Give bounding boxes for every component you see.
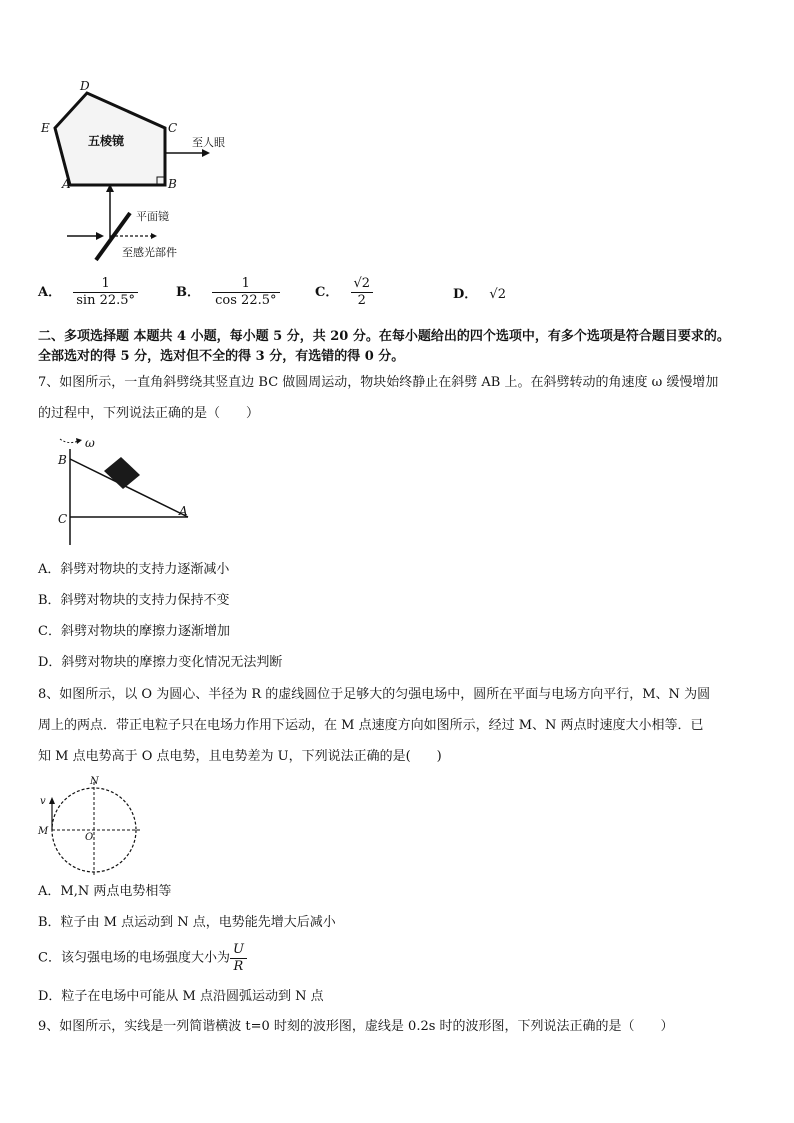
q6-option-d: D． √2: [453, 287, 506, 302]
label-E: E: [41, 121, 50, 135]
label-O: O: [85, 832, 94, 843]
q8-option-d: D．粒子在电场中可能从 M 点沿圆弧运动到 N 点: [38, 989, 324, 1004]
label-D: D: [80, 79, 90, 93]
q7-option-d: D．斜劈对物块的摩擦力变化情况无法判断: [38, 655, 283, 670]
pentaprism-diagram: [30, 78, 250, 278]
label-N: N: [90, 776, 99, 787]
label-M: M: [38, 826, 49, 837]
label-omega: ω: [85, 436, 95, 450]
q9-stem-line1: 9、如图所示，实线是一列简谐横波 t=0 时刻的波形图，虚线是 0.2s 时的波形图，下列说法正确的是（ ）: [38, 1019, 674, 1034]
q7-stem-line2: 的过程中，下列说法正确的是（ ）: [38, 406, 260, 421]
q8-stem-line2: 周上的两点．带正电粒子只在电场力作用下运动，在 M 点速度方向如图所示，经过 M、N 两点时速度大小相等．已: [38, 718, 704, 733]
q8-option-a: A．M,N 两点电势相等: [38, 884, 172, 899]
label-A: A: [62, 177, 71, 191]
label-v: v: [40, 796, 46, 807]
label-B: B: [168, 177, 177, 191]
wedge-diagram: [52, 435, 202, 545]
q7-option-c: C．斜劈对物块的摩擦力逐渐增加: [38, 624, 230, 639]
q6-option-c: C． $\frac{√2}{2}$: [315, 276, 373, 309]
section2-line2: 全部选对的得 5 分，选对但不全的得 3 分，有选错的得 0 分。: [38, 349, 405, 364]
label-B: B: [58, 453, 67, 467]
q6-option-b: B． $\frac{1}{\cos 22.5^\circ}$: [176, 276, 280, 309]
section2-line1: 二、多项选择题 本题共 4 小题，每小题 5 分，共 20 分。在每小题给出的四个选项中，有多个选项是符合题目要求的。: [38, 329, 730, 344]
label-C: C: [58, 512, 68, 526]
prism-title: 五棱镜: [88, 134, 125, 148]
q6-option-a: A． $\frac{1}{\sin 22.5^\circ}$: [38, 276, 138, 309]
label-C: C: [168, 121, 178, 135]
to-eye-label: 至人眼: [192, 136, 225, 149]
q7-option-a: A．斜劈对物块的支持力逐渐减小: [38, 562, 230, 577]
q8-stem-line1: 8、如图所示，以 O 为圆心、半径为 R 的虚线圆位于足够大的匀强电场中，圆所在平面与电场方向平行，M、N 为圆: [38, 687, 711, 702]
q8-stem-line3: 知 M 点电势高于 O 点电势，且电势差为 U，下列说法正确的是( ): [38, 749, 442, 764]
mirror-label: 平面镜: [136, 210, 169, 223]
q7-option-b: B．斜劈对物块的支持力保持不变: [38, 593, 230, 608]
label-A: A: [179, 504, 188, 518]
q7-stem-line1: 7、如图所示，一直角斜劈绕其竖直边 BC 做圆周运动，物块始终静止在斜劈 AB 上。在斜劈转动的角速度 ω 缓慢增加: [38, 375, 719, 390]
circle-field-diagram: [36, 772, 146, 876]
to-sensor-label: 至感光部件: [122, 246, 177, 259]
block: [104, 457, 140, 489]
q8-option-b: B．粒子由 M 点运动到 N 点，电势能先增大后减小: [38, 915, 336, 930]
q8-option-c: C．该匀强电场的电场强度大小为 $\frac{U}{R}$: [38, 942, 247, 975]
